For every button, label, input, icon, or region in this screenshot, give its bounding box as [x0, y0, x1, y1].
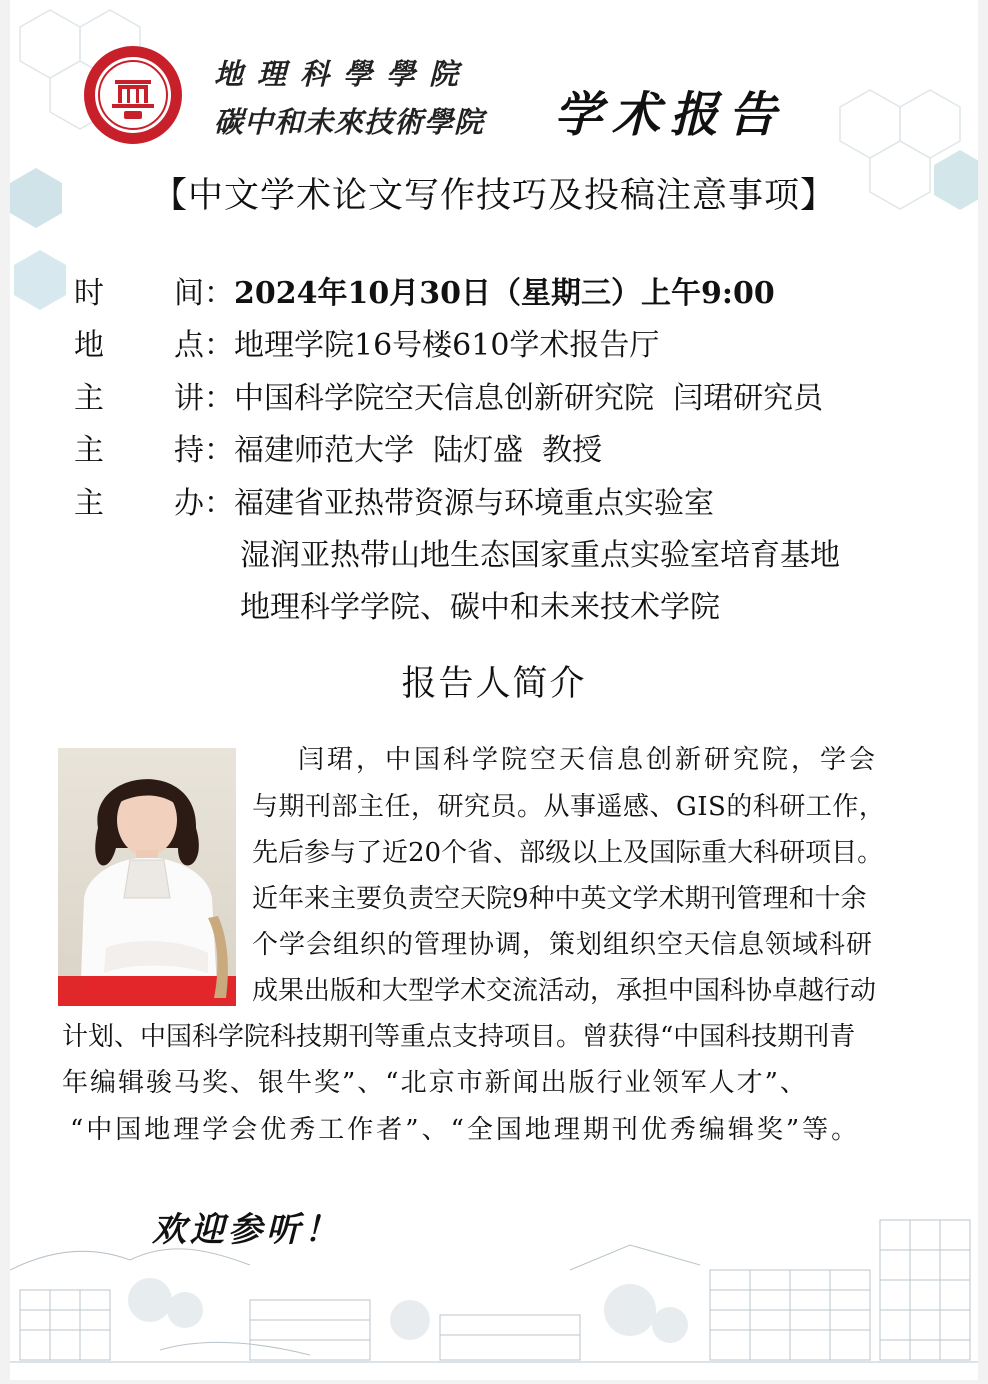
info-time	[74, 268, 775, 312]
report-label: 学术报告	[554, 87, 787, 143]
info-organizer-key1: 主	[74, 486, 104, 521]
info-host-key1: 主	[74, 433, 104, 468]
info-time-value: 2024年10月30日（星期三）上午9:00	[234, 276, 775, 311]
bio-line-9: “中国地理学会优秀工作者”、“全国地理期刊优秀编辑奖”等。	[70, 1115, 861, 1145]
info-time-key2: 间：	[174, 276, 234, 311]
info-organizer-line1: 福建省亚热带资源与环境重点实验室	[234, 486, 714, 521]
info-organizer-line3: 地理科学学院、碳中和未来技术学院	[240, 590, 720, 625]
info-speaker	[74, 373, 823, 417]
info-time-key1: 时	[74, 276, 104, 311]
page-title: 【中文学术论文写作技巧及投稿注意事项】	[151, 176, 836, 216]
info-place	[74, 320, 659, 364]
info-host	[74, 425, 602, 469]
fujian-normal-university-seal-icon	[82, 44, 184, 146]
campus-sketch-icon	[10, 1150, 978, 1380]
bio-line-7: 计划、中国科学院科技期刊等重点支持项目。曾获得“中国科技期刊青	[62, 1022, 856, 1052]
info-place-key1: 地	[74, 328, 104, 363]
welcome-message: 欢迎参听！	[152, 1210, 342, 1250]
dept-name-carbon-neutral: 碳中和未來技術學院	[214, 105, 485, 139]
info-organizer-line2: 湿润亚热带山地生态国家重点实验室培育基地	[240, 538, 840, 573]
bio-line-5: 个学会组织的管理协调，策划组织空天信息领域科研	[252, 930, 874, 960]
bio-line-4: 近年来主要负责空天院9种中英文学术期刊管理和十余	[252, 884, 867, 914]
poster	[10, 0, 978, 1380]
info-speaker-value: 中国科学院空天信息创新研究院 闫珺研究员	[234, 381, 824, 416]
info-speaker-key2: 讲：	[174, 381, 234, 416]
info-organizer	[74, 478, 714, 522]
info-speaker-key1: 主	[74, 381, 104, 416]
bio-line-2: 与期刊部主任，研究员。从事遥感、GIS的科研工作，	[252, 792, 886, 822]
info-host-value: 福建师范大学 陆灯盛 教授	[234, 433, 603, 468]
info-place-key2: 点：	[174, 328, 234, 363]
bio-line-3: 先后参与了近20个省、部级以上及国际重大科研项目。	[252, 838, 884, 868]
bio-line-1: 闫珺，中国科学院空天信息创新研究院，学会	[298, 745, 879, 775]
bio-line-8: 年编辑骏马奖、银牛奖”、“北京市新闻出版行业领军人才”、	[62, 1068, 808, 1098]
bio-section-title: 报告人简介	[401, 664, 587, 704]
bio-line-6: 成果出版和大型学术交流活动，承担中国科协卓越行动	[252, 976, 877, 1006]
info-host-key2: 持：	[174, 433, 234, 468]
dept-name-geography: 地理科學學院	[214, 57, 473, 91]
info-organizer-key2: 办：	[174, 486, 234, 521]
speaker-portrait-icon	[58, 748, 236, 1006]
info-place-value: 地理学院16号楼610学术报告厅	[234, 328, 660, 363]
